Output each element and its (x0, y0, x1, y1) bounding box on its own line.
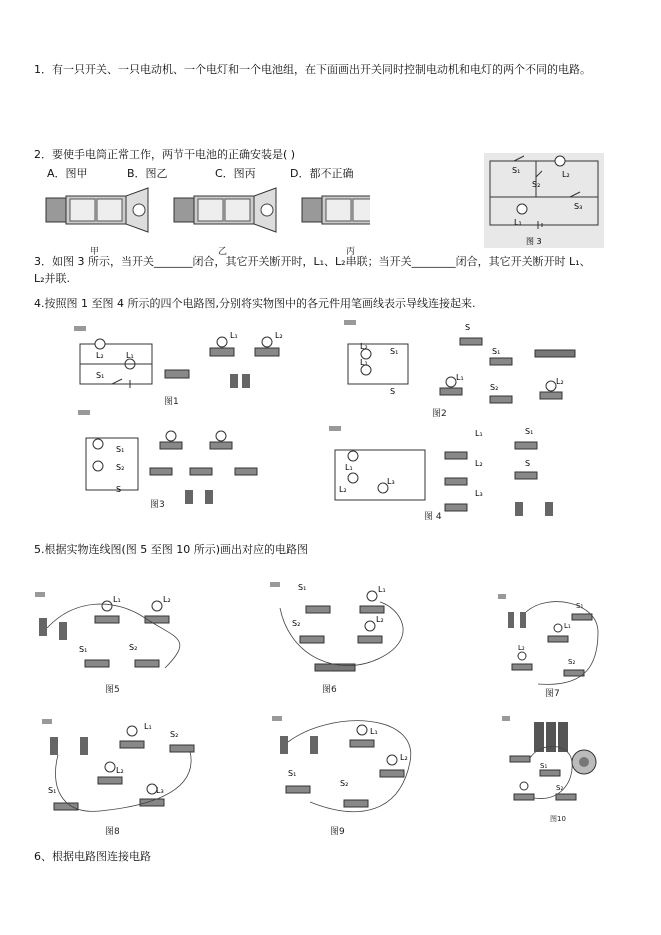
fig9-caption: 图9 (330, 827, 345, 837)
question-3-line1: 3．如图 3 所示，当开关_______闭合，其它开关断开时，L₁、L₂串联；当开关________闭合，其它开关断开时 L₁、 (34, 255, 591, 268)
fig1-real-l2: L₂ (275, 331, 283, 340)
fig3-s3: S₃ (574, 202, 583, 211)
fig2-real-l1: L₁ (456, 373, 464, 382)
flashlight-jia (46, 188, 148, 232)
fig6-l2: L₂ (376, 615, 384, 624)
question-1: 1．有一只开关、一只电动机、一个电灯和一个电池组，在下面画出开关同时控制电动机和电灯的两个不同的电路。 (34, 63, 591, 76)
flashlight-bing (302, 188, 370, 232)
fig10-caption: 图10 (550, 815, 566, 823)
fig2-caption: 图2 (432, 409, 447, 419)
question-2: 2．要使手电筒正常工作，两节干电池的正确安装是( ) (34, 148, 296, 161)
fig3-l2: L₂ (562, 170, 570, 179)
fig4-real-l2: L₂ (475, 459, 483, 468)
fig7-s2: S₂ (568, 658, 576, 666)
fig4-real-s: S (525, 459, 531, 468)
fig5-caption: 图5 (105, 685, 120, 695)
fig4-l3: L₃ (387, 477, 395, 486)
fig5-s2: S₂ (129, 643, 138, 652)
q2-option-a: A．图甲 (47, 167, 88, 180)
fig6-l1: L₁ (378, 585, 386, 594)
fig6-s2: S₂ (292, 619, 301, 628)
fig4-real-s1: S₁ (525, 427, 534, 436)
fig5-l2: L₂ (163, 595, 171, 604)
fig9-s2: S₂ (340, 779, 349, 788)
fig7-l2: L₂ (518, 644, 525, 652)
figure-4-area (325, 422, 565, 522)
q2-option-b: B．图乙 (127, 167, 168, 180)
figure-9-area (270, 712, 430, 824)
q2-option-d: D．都不正确 (290, 167, 354, 180)
fig3-s1: S₁ (512, 166, 521, 175)
flashlight-figures (40, 186, 370, 246)
fig2-real-s: S (465, 323, 471, 332)
fig4-l2: L₂ (339, 485, 347, 494)
fig9-l2: L₂ (400, 753, 408, 762)
fig3q-s2: S₂ (116, 463, 125, 472)
fig3-q4-caption: 图3 (150, 500, 165, 510)
fig4-caption: 图 4 (424, 512, 442, 522)
fig5-s1: S₁ (79, 645, 88, 654)
figure-1-area (70, 322, 310, 402)
fig2-real-l2: L₂ (556, 377, 564, 386)
fig4-real-l3: L₃ (475, 489, 483, 498)
fig1-l1: L₁ (126, 351, 134, 360)
label-yi: 乙 (218, 247, 228, 257)
fig8-caption: 图8 (105, 827, 120, 837)
fig3-s2: S₂ (532, 180, 541, 189)
figure-5-area (35, 588, 235, 688)
fig6-s1: S₁ (298, 583, 307, 592)
fig2-real-s2: S₂ (490, 383, 499, 392)
fig4-l1: L₁ (345, 463, 353, 472)
figure-3-q4-area (70, 408, 270, 508)
fig2-s1: S₁ (390, 347, 399, 356)
figure-6-area (270, 578, 420, 688)
label-jia: 甲 (90, 247, 100, 257)
fig8-s1: S₁ (48, 786, 57, 795)
question-4: 4.按照图 1 至图 4 所示的四个电路图,分别将实物图中的各元件用笔画线表示导线连接起来. (34, 297, 476, 310)
figure-10-area (500, 712, 610, 817)
fig9-s1: S₁ (288, 769, 297, 778)
fig2-real-s1: S₁ (492, 347, 501, 356)
flashlight-yi (174, 188, 276, 232)
fig7-l1: L₁ (564, 622, 571, 630)
fig1-caption: 图1 (164, 397, 179, 407)
fig3-caption: 图 3 (526, 237, 542, 246)
figure-3-circuit (484, 153, 604, 248)
fig8-l2: L₂ (116, 766, 124, 775)
fig2-s: S (390, 387, 396, 396)
fig9-l1: L₁ (370, 727, 378, 736)
fig4-real-l1: L₁ (475, 429, 483, 438)
fig1-real-l1: L₁ (230, 331, 238, 340)
fig8-l3: L₃ (156, 786, 164, 795)
fig7-s1: S₁ (576, 602, 584, 610)
figure-2-area (340, 318, 590, 410)
q2-option-c: C．图丙 (215, 167, 256, 180)
fig10-s2: S₂ (556, 784, 564, 792)
fig8-l1: L₁ (144, 722, 152, 731)
fig7-caption: 图7 (545, 689, 560, 699)
question-6: 6、根据电路图连接电路 (34, 850, 151, 863)
fig1-s1: S₁ (96, 371, 105, 380)
question-5: 5.根据实物连线图(图 5 至图 10 所示)画出对应的电路图 (34, 543, 309, 556)
fig1-l2: L₂ (96, 351, 104, 360)
question-3-line2: L₂并联. (34, 272, 71, 285)
fig3q-s: S (116, 485, 122, 494)
fig6-caption: 图6 (322, 685, 337, 695)
fig5-l1: L₁ (113, 595, 121, 604)
figure-7-area (498, 592, 608, 692)
figure-8-area (40, 715, 240, 825)
fig3-l1: L₁ (514, 218, 522, 227)
fig8-s2: S₂ (170, 730, 179, 739)
label-bing: 丙 (346, 247, 356, 257)
fig10-s1: S₁ (540, 762, 548, 770)
fig2-l1: L₁ (360, 358, 368, 367)
fig2-l2: L₂ (360, 342, 368, 351)
fig3q-s1: S₁ (116, 445, 125, 454)
